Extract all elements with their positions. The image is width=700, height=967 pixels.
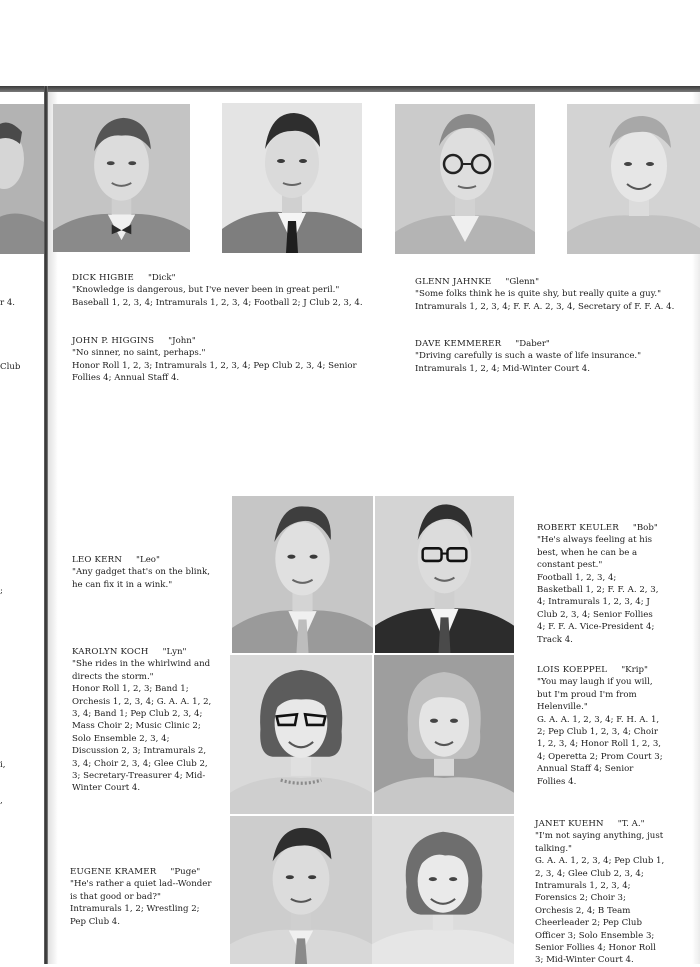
student-activities: Honor Roll 1, 2, 3; Band 1; Orchesis 1, 2, 3, 4; G. A. A. 1, 2, 3, 4; Band 1; Pep Club 2, 3, 4; Mass Choir 2; Music Clinic 2; Solo Ensemble 2, 3, 4; Discussion 2, 3; Intramurals 2, 3, 4; Choir 2, 3, 4; Glee Club 2, 3; Secretary-Treasurer 4; Mid-Winter Court 4. — [72, 684, 212, 794]
student-name: GLENN JAHNKE — [415, 277, 492, 287]
student-name: JOHN P. HIGGINS — [72, 336, 155, 346]
student-name: KAROLYN KOCH — [72, 647, 149, 657]
student-nickname: "Bob" — [632, 523, 658, 533]
student-quote: "I'm not saying anything, just talking." — [535, 831, 664, 854]
student-quote: "He's always feeling at his best, when he can be a constant pest." — [537, 535, 653, 571]
portrait-photo-robert-keuler — [375, 496, 514, 653]
student-activities: G. A. A. 1, 2, 3, 4; Pep Club 1, 2, 3, 4; Glee Club 2, 3, 4; Intramurals 1, 2, 3, 4; Forensics 2; Choir 3; Orchesis 2, 4; B Team Cheerleader 2; Pep Club Officer 3; Solo Ensemble 3; Senior Follies 4; Honor Roll 3; Mid-Winter Court 4. — [535, 856, 665, 966]
student-nickname: "T. A." — [617, 819, 645, 829]
student-activities: Baseball 1, 2, 3, 4; Intramurals 1, 2, 3, 4; Football 2; J Club 2, 3, 4. — [72, 297, 363, 308]
page-top-rule — [0, 86, 700, 92]
student-quote: "Any gadget that's on the blink, he can fix it in a wink." — [72, 567, 210, 590]
student-quote: "You may laugh if you will, but I'm proud I'm from Helenville." — [537, 677, 653, 713]
student-nickname: "Lyn" — [162, 647, 187, 657]
portrait-photo-dave-kemmerer — [567, 104, 700, 254]
left-edge-fragment: r 4. — [0, 298, 16, 308]
student-quote: "Driving carefully is such a waste of life insurance." — [415, 351, 642, 362]
portrait-photo-glenn-jahnke — [395, 104, 535, 254]
student-entry-karolyn-koch — [72, 646, 212, 795]
student-activities: Intramurals 1, 2; Wrestling 2; Pep Club 4. — [70, 904, 200, 927]
student-activities: Intramurals 1, 2, 4; Mid-Winter Court 4. — [415, 363, 590, 374]
student-quote: "She rides in the whirlwind and directs the storm." — [72, 659, 211, 682]
student-activities: Honor Roll 1, 2, 3; Intramurals 1, 2, 3, 4; Pep Club 2, 3, 4; Senior Follies 4; Annual Staff 4. — [72, 360, 357, 384]
student-entry-lois-koeppel — [537, 664, 663, 788]
student-quote: "He's rather a quiet lad--Wonder is that good or bad?" — [70, 879, 212, 902]
student-name: ROBERT KEULER — [537, 523, 619, 533]
portrait-photo-leo-kern — [232, 496, 373, 653]
student-nickname: "Leo" — [136, 555, 160, 565]
portrait-photo-partial — [0, 104, 44, 254]
student-nickname: "Dick" — [147, 273, 176, 283]
left-edge-fragment: , — [0, 796, 3, 806]
student-entry-john-higgins — [72, 335, 362, 385]
student-entry-robert-keuler — [537, 522, 663, 646]
student-nickname: "Glenn" — [505, 277, 540, 287]
student-name: LEO KERN — [72, 555, 123, 565]
portrait-photo-dick-higbie — [53, 104, 190, 252]
portrait-photo-janet-kuehn — [372, 816, 514, 964]
left-edge-fragment: i, — [0, 760, 6, 770]
student-name: DAVE KEMMERER — [415, 339, 502, 349]
portrait-photo-lois-koeppel — [374, 655, 514, 814]
student-name: DICK HIGBIE — [72, 273, 134, 283]
student-name: LOIS KOEPPEL — [537, 665, 608, 675]
portrait-photo-john-higgins — [222, 103, 362, 253]
student-name: EUGENE KRAMER — [70, 867, 157, 877]
student-nickname: "John" — [168, 336, 196, 346]
student-quote: "Some folks think he is quite shy, but really quite a guy." — [415, 289, 662, 300]
student-activities: G. A. A. 1, 2, 3, 4; F. H. A. 1, 2; Pep Club 1, 2, 3, 4; Choir 1, 2, 3, 4; Honor Roll 1, 2, 3, 4; Operetta 2; Prom Court 3; Annual Staff 4; Senior Follies 4. — [537, 714, 663, 787]
student-nickname: "Krip" — [621, 665, 648, 675]
student-entry-dave-kemmerer — [415, 338, 685, 375]
portrait-photo-eugene-kramer — [230, 816, 372, 964]
student-nickname: "Puge" — [170, 867, 201, 877]
student-quote: "No sinner, no saint, perhaps." — [72, 348, 206, 359]
left-edge-fragment: Club — [0, 362, 21, 372]
left-edge-fragment: ; — [0, 586, 3, 596]
student-name: JANET KUEHN — [535, 819, 604, 829]
student-entry-glenn-jahnke — [415, 276, 700, 313]
student-quote: "Knowledge is dangerous, but I've never been in great peril." — [72, 285, 340, 296]
student-activities: Football 1, 2, 3, 4; Basketball 1, 2; F. F. A. 2, 3, 4; Intramurals 1, 2, 3, 4; J Club 2, 3, 4; Senior Follies 4; F. F. A. Vice-President 4; Track 4. — [537, 572, 659, 645]
portrait-photo-karolyn-koch — [230, 655, 372, 814]
student-entry-leo-kern — [72, 554, 222, 591]
student-entry-eugene-kramer — [70, 866, 218, 928]
student-entry-janet-kuehn — [535, 818, 665, 967]
student-entry-dick-higbie — [72, 272, 372, 309]
student-nickname: "Daber" — [515, 339, 550, 349]
student-activities: Intramurals 1, 2, 3, 4; F. F. A. 2, 3, 4, Secretary of F. F. A. 4. — [415, 301, 675, 312]
